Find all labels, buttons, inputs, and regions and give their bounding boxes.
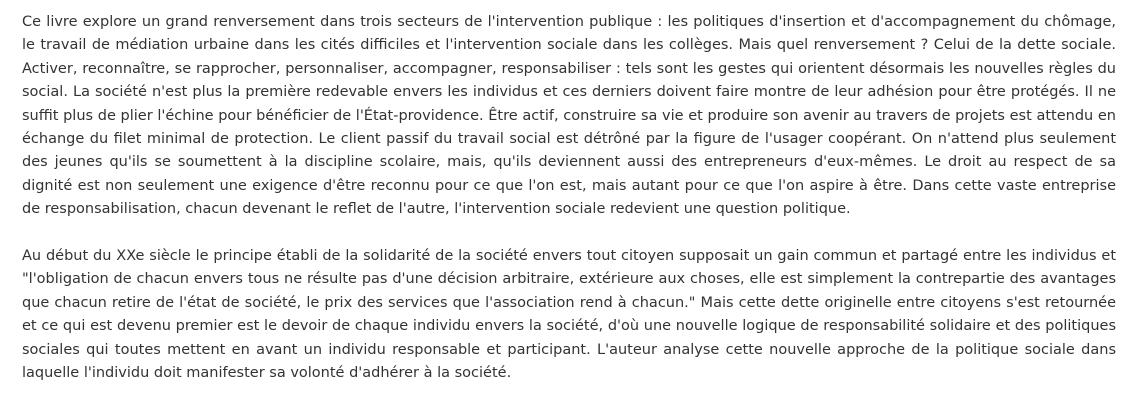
description-paragraph-1: Ce livre explore un grand renversement dans trois secteurs de l'intervention publique : les politiques d'insertion et d'accompagnement du chômage, le travail de médiation urbaine dans les cités difficiles et l'intervention sociale dans les collèges. Mais quel renversement ? Celui de la dette sociale. Activer, reconnaître, se rapprocher, personnaliser, accompagner, responsabiliser : tels sont les gestes qui orientent désormais les nouvelles règles du social. La société n'est plus la première redevable envers les individus et ces derniers doivent faire montre de leur adhésion pour être protégés. Il ne suffit plus de plier l'échine pour bénéficier de l'État-providence. Être actif, construire sa vie et produire son avenir au travers de projets est attendu en échange du filet minimal de protection. Le client passif du travail social est détrôné par la figure de l'usager coopérant. On n'attend plus seulement des jeunes qu'ils se soumettent à la discipline scolaire, mais, qu'ils deviennent aussi des entrepreneurs d'eux-mêmes. Le droit au respect de sa dignité est non seulement une exigence d'être reconnu pour ce que l'on est, mais autant pour ce que l'on aspire à être. Dans cette vaste entreprise de responsabilisation, chacun devenant le reflet de l'autre, l'intervention sociale redevient une question politique.: [22, 14, 1116, 218]
description-paragraph-2: Au début du XXe siècle le principe établi de la solidarité de la société envers tout citoyen supposait un gain commun et partagé entre les individus et "l'obligation de chacun envers tous ne résulte pas d'une décision arbitraire, extérieure aux choses, elle est simplement la contrepartie des avantages que chacun retire de l'état de société, le prix des services que l'association rend à chacun." Mais cette dette originelle entre citoyens s'est retournée et ce qui est devenu premier est le devoir de chaque individu envers la société, d'où une nouvelle logique de responsabilité solidaire et des politiques sociales qui toutes mettent en avant un individu responsable et participant. L'auteur analyse cette nouvelle approche de la politique sociale dans laquelle l'individu doit manifester sa volonté d'adhérer à la société.: [22, 248, 1116, 382]
